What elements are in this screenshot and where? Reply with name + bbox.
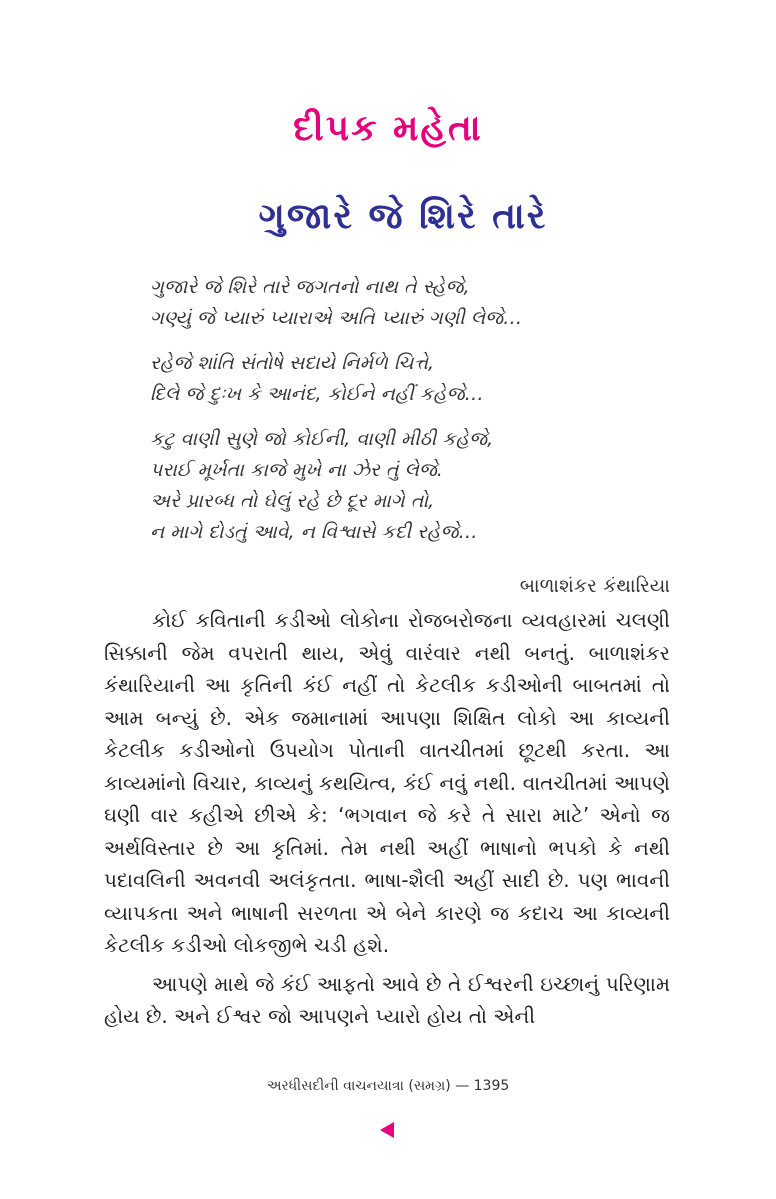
poem-title: ગુજારે જે શિરે તારે (258, 196, 548, 237)
poem-line: ન માગે દોડતું આવે, ન વિશ્વાસે કદી રહેજે… (150, 521, 478, 543)
poem-line: રહેજે શાંતિ સંતોષે સદાયે નિર્મળે ચિત્તે, (150, 352, 435, 374)
poem-body (150, 272, 670, 562)
poem-line: દિલે જે દુઃખ કે આનંદ, કોઈને નહીં કહેજે… (150, 383, 484, 405)
footer-separator: — (455, 1078, 470, 1094)
poem-line: અરે પ્રારબ્ધ તો ઘેલું રહે છે દૂર માગે તો, (150, 490, 435, 512)
commentary (104, 604, 670, 1039)
poet-name: બાળાશંકર કંથારિયા (519, 575, 670, 597)
author-name: દીપક મહેતા (293, 108, 483, 149)
page-footer (0, 1078, 776, 1094)
poem-line: ગણ્યું જે પ્યારું પ્યારાએ અતિ પ્યારું ગણી લેજે… (150, 307, 523, 329)
paragraph: આપણે માથે જે કંઈ આફતો આવે છે તે ઈશ્વરની ઇચ્છાનું પરિણામ હોય છે. અને ઈશ્વર જો આપણને પ્યારો હોય તો એની (104, 971, 670, 1028)
poem-stanza (150, 272, 670, 334)
paragraph: કોઈ કવિતાની કડીઓ લોકોના રોજબરોજના વ્યવહારમાં ચલણી સિક્કાની જેમ વપરાતી થાય, એવું વારંવાર નથી બનતું. બાળાશંકર કંથારિયાની આ કૃતિની કંઈ નહીં તો કેટલીક કડીઓની બાબતમાં તો આમ બન્યું છે. એક જમાનામાં આપણા શિક્ષિત લોકો આ કાવ્યની કેટલીક કડીઓનો ઉપયોગ પોતાની વાતચીતમાં છૂટથી કરતા. આ કાવ્યમાંનો વિચાર, કાવ્યનું કથયિત્વ, કંઈ નવું નથી. વાતચીતમાં આપણે ઘણી વાર કહીએ છીએ કે: ‘ભગવાન જે કરે તે સારા માટે’ એનો જ અર્થવિસ્તાર છે આ કૃતિમાં. તેમ નથી અહીં ભાષાનો ભપકો કે નથી પદાવલિની અવનવી અલંકૃતતા. ભાષા-શૈલી અહીં સાદી છે. પણ ભાવની વ્યાપકતા અને ભાષાની સરળતા એ બેને કારણે જ કદાચ આ કાવ્યની કેટલીક કડીઓ લોકજીભે ચડી હશે. (104, 608, 670, 957)
left-arrow-icon[interactable] (380, 1122, 394, 1138)
page-number: 1395 (473, 1078, 510, 1094)
poem-stanza (150, 348, 670, 410)
book-title: અરધીસદીની વાચનયાત્રા (સમગ્ર) (266, 1078, 451, 1094)
poem-line: ગુજારે જે શિરે તારે જગતનો નાથ તે સ્હેજે, (150, 276, 470, 298)
poem-line: પરાઈ મૂર્ખતા કાજે મુખે ના ઝેર તું લેજે. (150, 459, 443, 481)
poem-line: કટુ વાણી સુણે જો કોઈની, વાણી મીઠી કહેજે, (150, 428, 494, 450)
poem-stanza (150, 424, 670, 548)
